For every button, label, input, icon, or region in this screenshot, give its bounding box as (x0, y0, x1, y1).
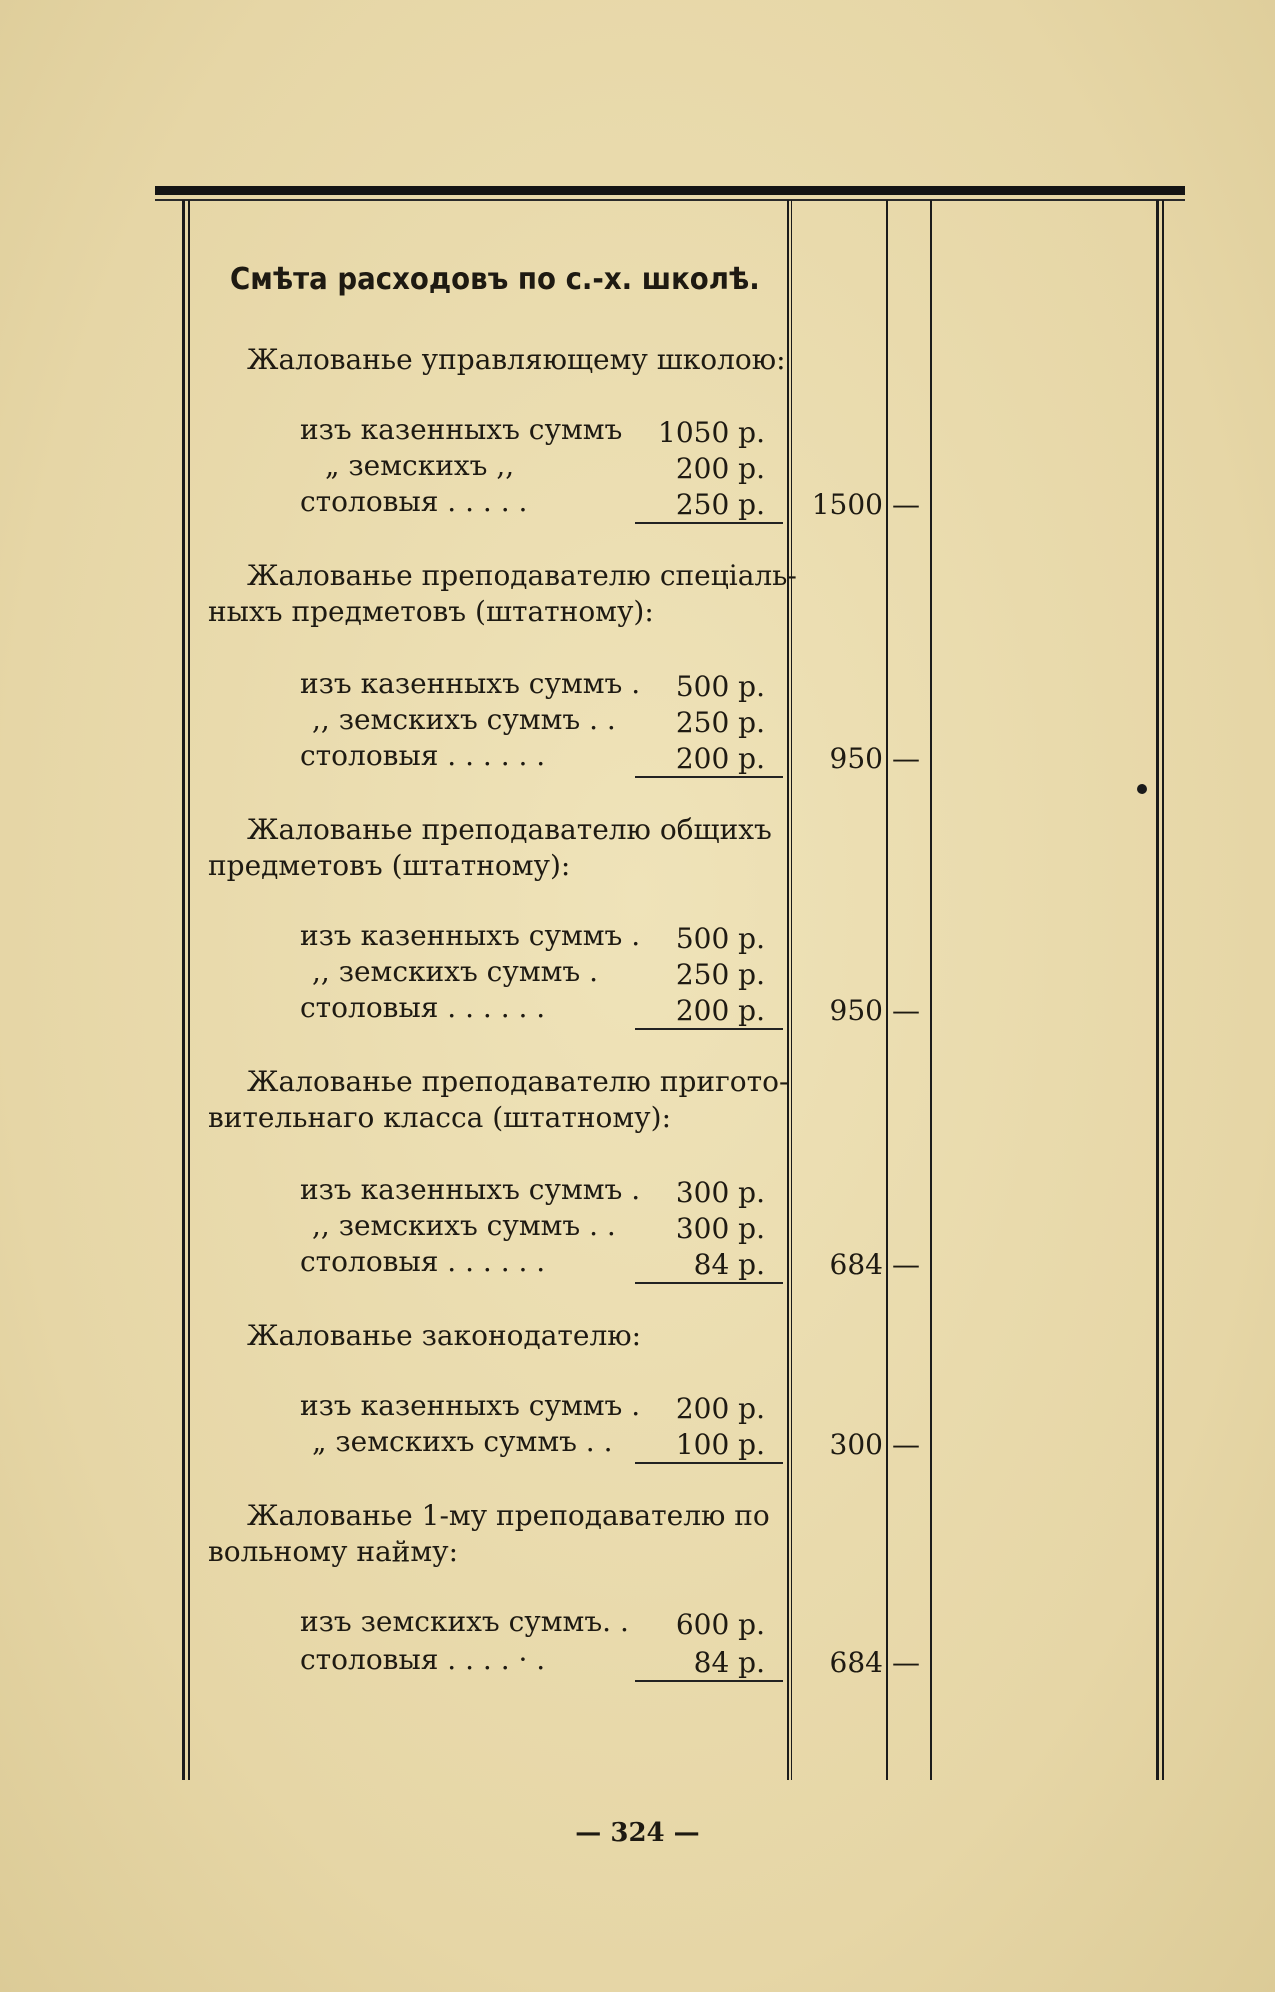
section-3-row-3-label: столовыя . . . . . . (300, 991, 546, 1024)
section-2-row-3-amount: 200 р. (675, 742, 765, 775)
section-2-row-3-label: столовыя . . . . . . (300, 739, 546, 772)
section-6-row-1-amount: 600 р. (675, 1608, 765, 1641)
page-title: Смѣта расходовъ по с.-х. школѣ. (230, 262, 760, 297)
section-1-dash: — (892, 488, 920, 521)
ink-dot (1137, 784, 1147, 794)
section-2-total: 950 (829, 742, 883, 775)
left-border-line-inner (188, 200, 190, 1780)
amount-column-line-b (791, 200, 792, 1780)
section-2-sum-rule (635, 776, 783, 778)
section-5-row-1-label: изъ казенныхъ суммъ . (300, 1389, 641, 1422)
section-3-heading-line-1: Жалованье преподавателю общихъ (247, 813, 772, 846)
section-1-sum-rule (635, 522, 783, 524)
section-5-row-2-label: „ земскихъ суммъ . . (312, 1425, 613, 1458)
right-border-line-inner (1162, 200, 1164, 1780)
section-4-row-2-label: ,, земскихъ суммъ . . (312, 1209, 616, 1242)
section-2-dash: — (892, 742, 920, 775)
section-6-heading-line-2: вольному найму: (208, 1535, 459, 1568)
section-1-row-3-amount: 250 р. (675, 488, 765, 521)
section-4-row-3-label: столовыя . . . . . . (300, 1245, 546, 1278)
section-5-total: 300 (829, 1428, 883, 1461)
section-3-row-3-amount: 200 р. (675, 994, 765, 1027)
section-4-row-1-label: изъ казенныхъ суммъ . (300, 1173, 641, 1206)
section-2-row-1-amount: 500 р. (675, 670, 765, 703)
section-1-row-1-amount: 1050 р. (658, 416, 765, 449)
section-5-row-1-amount: 200 р. (675, 1392, 765, 1425)
section-6-row-2-amount: 84 р. (693, 1646, 765, 1679)
section-4-heading-line-1: Жалованье преподавателю пригото- (247, 1065, 789, 1098)
section-1-total: 1500 (811, 488, 883, 521)
section-3-total: 950 (829, 994, 883, 1027)
section-3-row-2-amount: 250 р. (675, 958, 765, 991)
section-1-row-1-label: изъ казенныхъ суммъ (300, 413, 623, 446)
right-border-line (1156, 200, 1159, 1780)
section-6-row-2-label: столовыя . . . . · . (300, 1643, 546, 1676)
section-3-row-1-amount: 500 р. (675, 922, 765, 955)
section-1-heading-line-1: Жалованье управляющему школою: (247, 343, 786, 376)
left-border-line (182, 200, 185, 1780)
section-4-dash: — (892, 1248, 920, 1281)
section-3-sum-rule (635, 1028, 783, 1030)
top-rule (155, 186, 1185, 195)
section-6-sum-rule (635, 1680, 783, 1682)
section-3-dash: — (892, 994, 920, 1027)
section-4-row-1-amount: 300 р. (675, 1176, 765, 1209)
section-2-row-2-amount: 250 р. (675, 706, 765, 739)
section-5-heading-line-1: Жалованье законодателю: (247, 1319, 642, 1352)
section-5-row-2-amount: 100 р. (675, 1428, 765, 1461)
section-6-row-1-label: изъ земскихъ суммъ. . (300, 1605, 629, 1638)
kopek-column-line (930, 200, 932, 1780)
section-4-heading-line-2: вительнаго класса (штатному): (208, 1101, 671, 1134)
section-4-sum-rule (635, 1282, 783, 1284)
section-6-total: 684 (829, 1646, 883, 1679)
section-2-row-2-label: ,, земскихъ суммъ . . (312, 703, 616, 736)
section-2-heading-line-2: ныхъ предметовъ (штатному): (208, 595, 654, 628)
section-5-dash: — (892, 1428, 920, 1461)
section-6-heading-line-1: Жалованье 1-му преподавателю по (247, 1499, 770, 1532)
section-3-row-1-label: изъ казенныхъ суммъ . (300, 919, 641, 952)
section-3-heading-line-2: предметовъ (штатному): (208, 849, 571, 882)
section-5-sum-rule (635, 1462, 783, 1464)
section-4-row-2-amount: 300 р. (675, 1212, 765, 1245)
page-number: — 324 — (575, 1818, 700, 1848)
total-column-line (886, 200, 888, 1780)
section-4-total: 684 (829, 1248, 883, 1281)
section-4-row-3-amount: 84 р. (693, 1248, 765, 1281)
section-2-heading-line-1: Жалованье преподавателю спеціаль- (247, 559, 797, 592)
section-3-row-2-label: ,, земскихъ суммъ . (312, 955, 599, 988)
section-1-row-3-label: столовыя . . . . . (300, 485, 528, 518)
top-rule-thin (155, 199, 1185, 201)
section-6-dash: — (892, 1646, 920, 1679)
section-1-row-2-label: „ земскихъ ,, (325, 449, 515, 482)
section-1-row-2-amount: 200 р. (675, 452, 765, 485)
section-2-row-1-label: изъ казенныхъ суммъ . (300, 667, 641, 700)
amount-column-line (787, 200, 789, 1780)
